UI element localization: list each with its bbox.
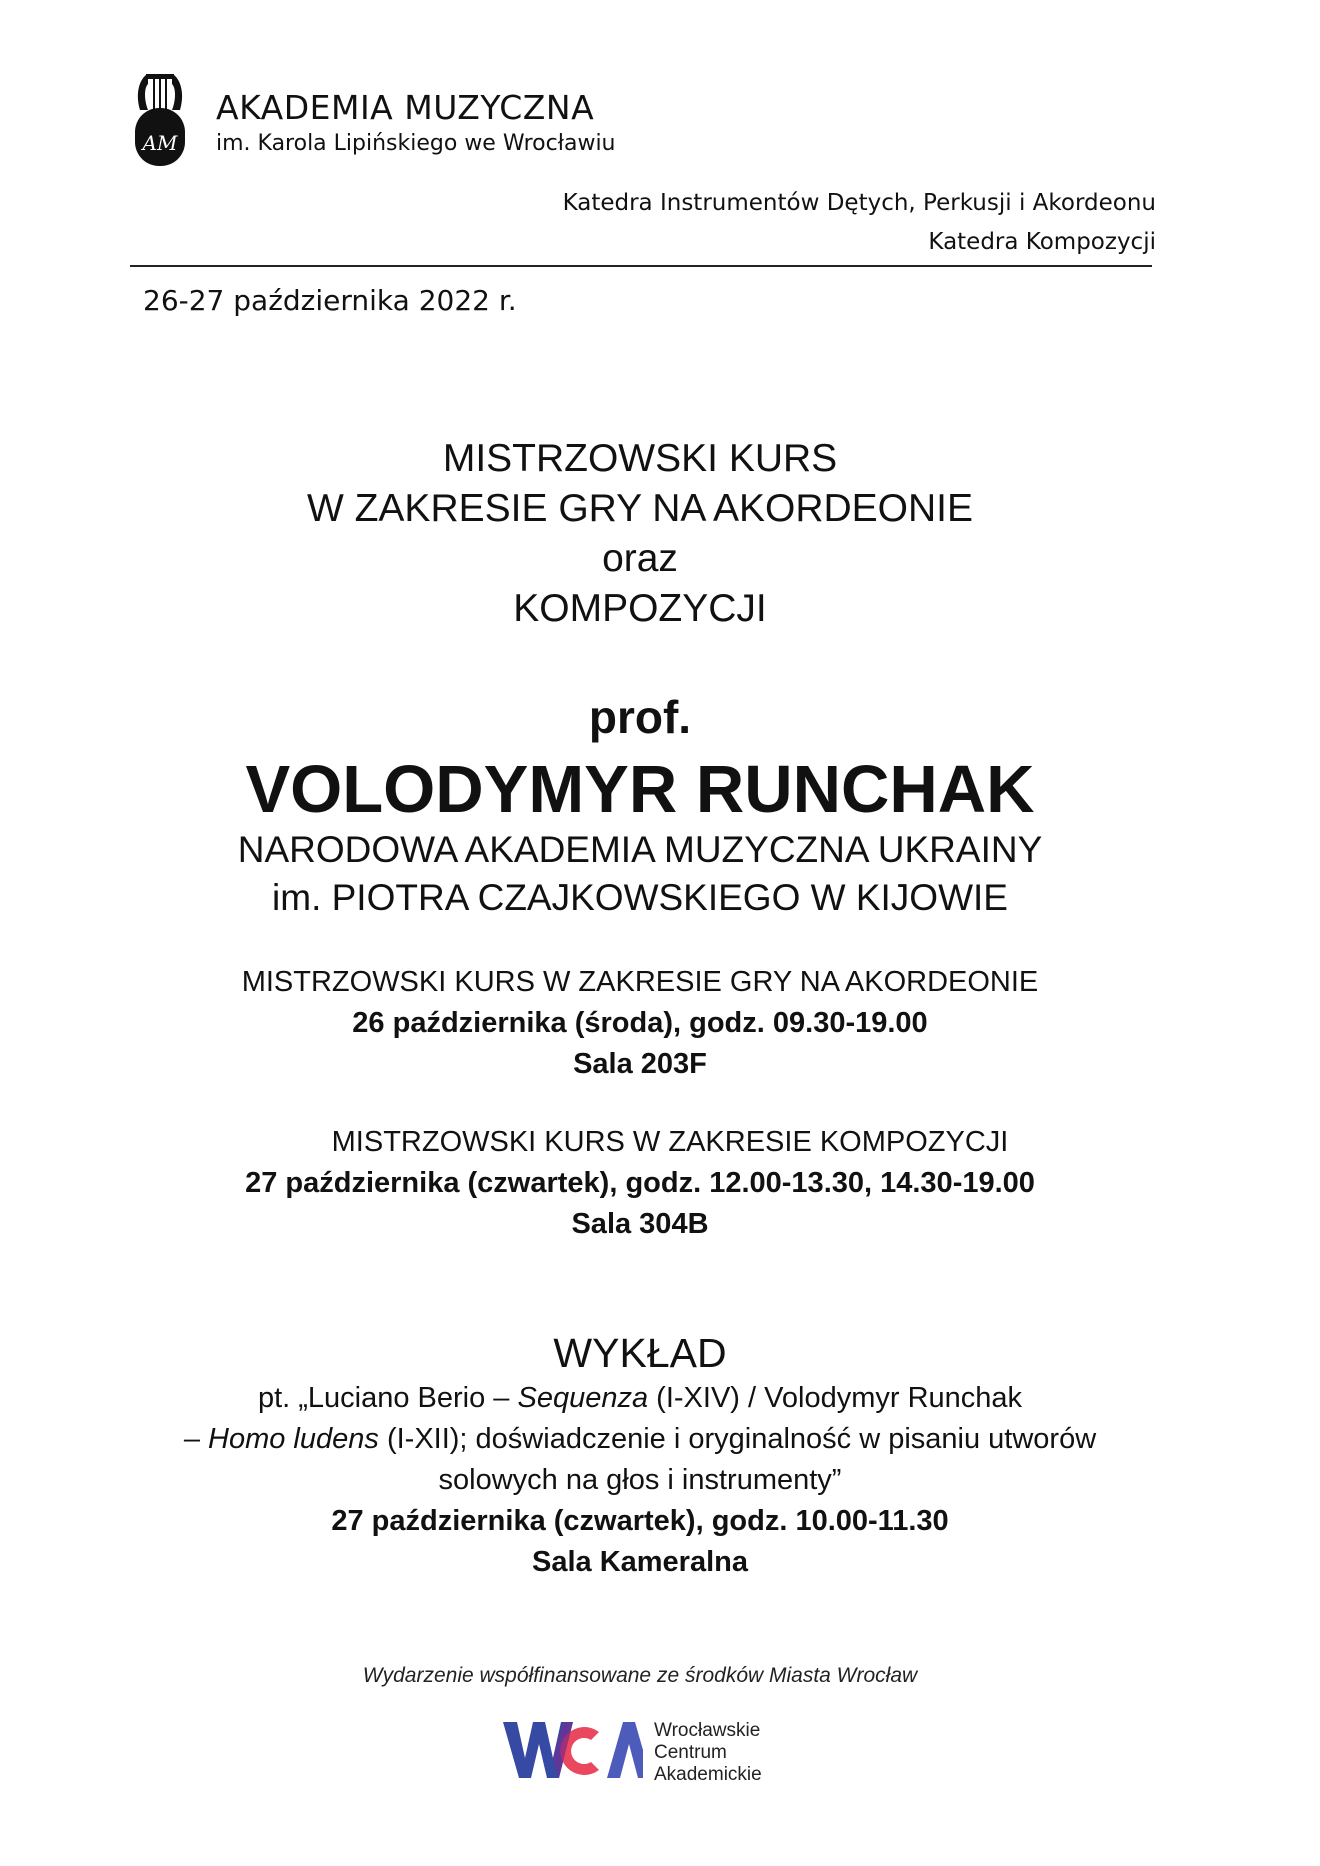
speaker-institution	[0, 826, 1280, 922]
department-2: Katedra Kompozycji	[928, 229, 1156, 255]
main-title	[0, 434, 1280, 634]
wca-logo	[503, 1718, 643, 1782]
title-line-1: MISTRZOWSKI KURS	[442, 437, 838, 480]
lecture-line-3: solowych na głos i instrumenty”	[438, 1464, 842, 1496]
course-accordion-title: MISTRZOWSKI KURS W ZAKRESIE GRY NA AKORDEONIE	[241, 966, 1039, 998]
lecture-when: 27 października (czwartek), godz. 10.00-11.30	[331, 1505, 949, 1537]
funding-note: Wydarzenie współfinansowane ze środków Miasta Wrocław	[362, 1664, 918, 1687]
academy-subtitle: im. Karola Lipińskiego we Wrocławiu	[216, 131, 616, 156]
course-composition-room: Sala 304B	[571, 1208, 709, 1240]
lecture-line-2: – Homo ludens (I-XII); doświadczenie i oryginalność w pisaniu utworów	[183, 1423, 1097, 1455]
title-line-2: W ZAKRESIE GRY NA AKORDEONIE	[306, 487, 974, 530]
course-accordion-room: Sala 203F	[573, 1048, 707, 1080]
course-accordion-when: 26 października (środa), godz. 09.30-19.00	[352, 1007, 928, 1039]
speaker-prefix: prof.	[588, 691, 692, 743]
course-composition-when: 27 października (czwartek), godz. 12.00-13.30, 14.30-19.00	[245, 1167, 1035, 1199]
speaker-name: VOLODYMYR RUNCHAK	[245, 752, 1035, 827]
title-line-3: oraz	[602, 537, 678, 580]
course-composition-title: MISTRZOWSKI KURS W ZAKRESIE KOMPOZYCJI	[331, 1126, 1009, 1158]
svg-text:AM: AM	[142, 131, 178, 155]
academy-lyre-logo	[130, 70, 190, 170]
course-accordion	[0, 962, 1280, 1085]
wca-name	[654, 1720, 762, 1786]
academy-name: AKADEMIA MUZYCZNA	[216, 88, 595, 127]
wca-line-2: Centrum	[654, 1742, 727, 1763]
institution-line-2: im. PIOTRA CZAJKOWSKIEGO W KIJOWIE	[272, 877, 1008, 918]
department-1: Katedra Instrumentów Dętych, Perkusji i Akordeonu	[562, 190, 1156, 216]
lecture-details	[0, 1378, 1280, 1583]
header-divider	[130, 265, 1152, 267]
lecture-room: Sala Kameralna	[531, 1546, 748, 1578]
wca-line-1: Wrocławskie	[654, 1720, 761, 1741]
institution-line-1: NARODOWA AKADEMIA MUZYCZNA UKRAINY	[237, 829, 1043, 870]
course-composition	[0, 1122, 1280, 1245]
lecture-heading: WYKŁAD	[553, 1330, 727, 1376]
event-date: 26-27 października 2022 r.	[143, 284, 517, 317]
title-line-4: KOMPOZYCJI	[513, 587, 767, 630]
lecture-line-1: pt. „Luciano Berio – Sequenza (I-XIV) / Volodymyr Runchak	[257, 1382, 1023, 1414]
wca-line-3: Akademickie	[654, 1764, 762, 1785]
